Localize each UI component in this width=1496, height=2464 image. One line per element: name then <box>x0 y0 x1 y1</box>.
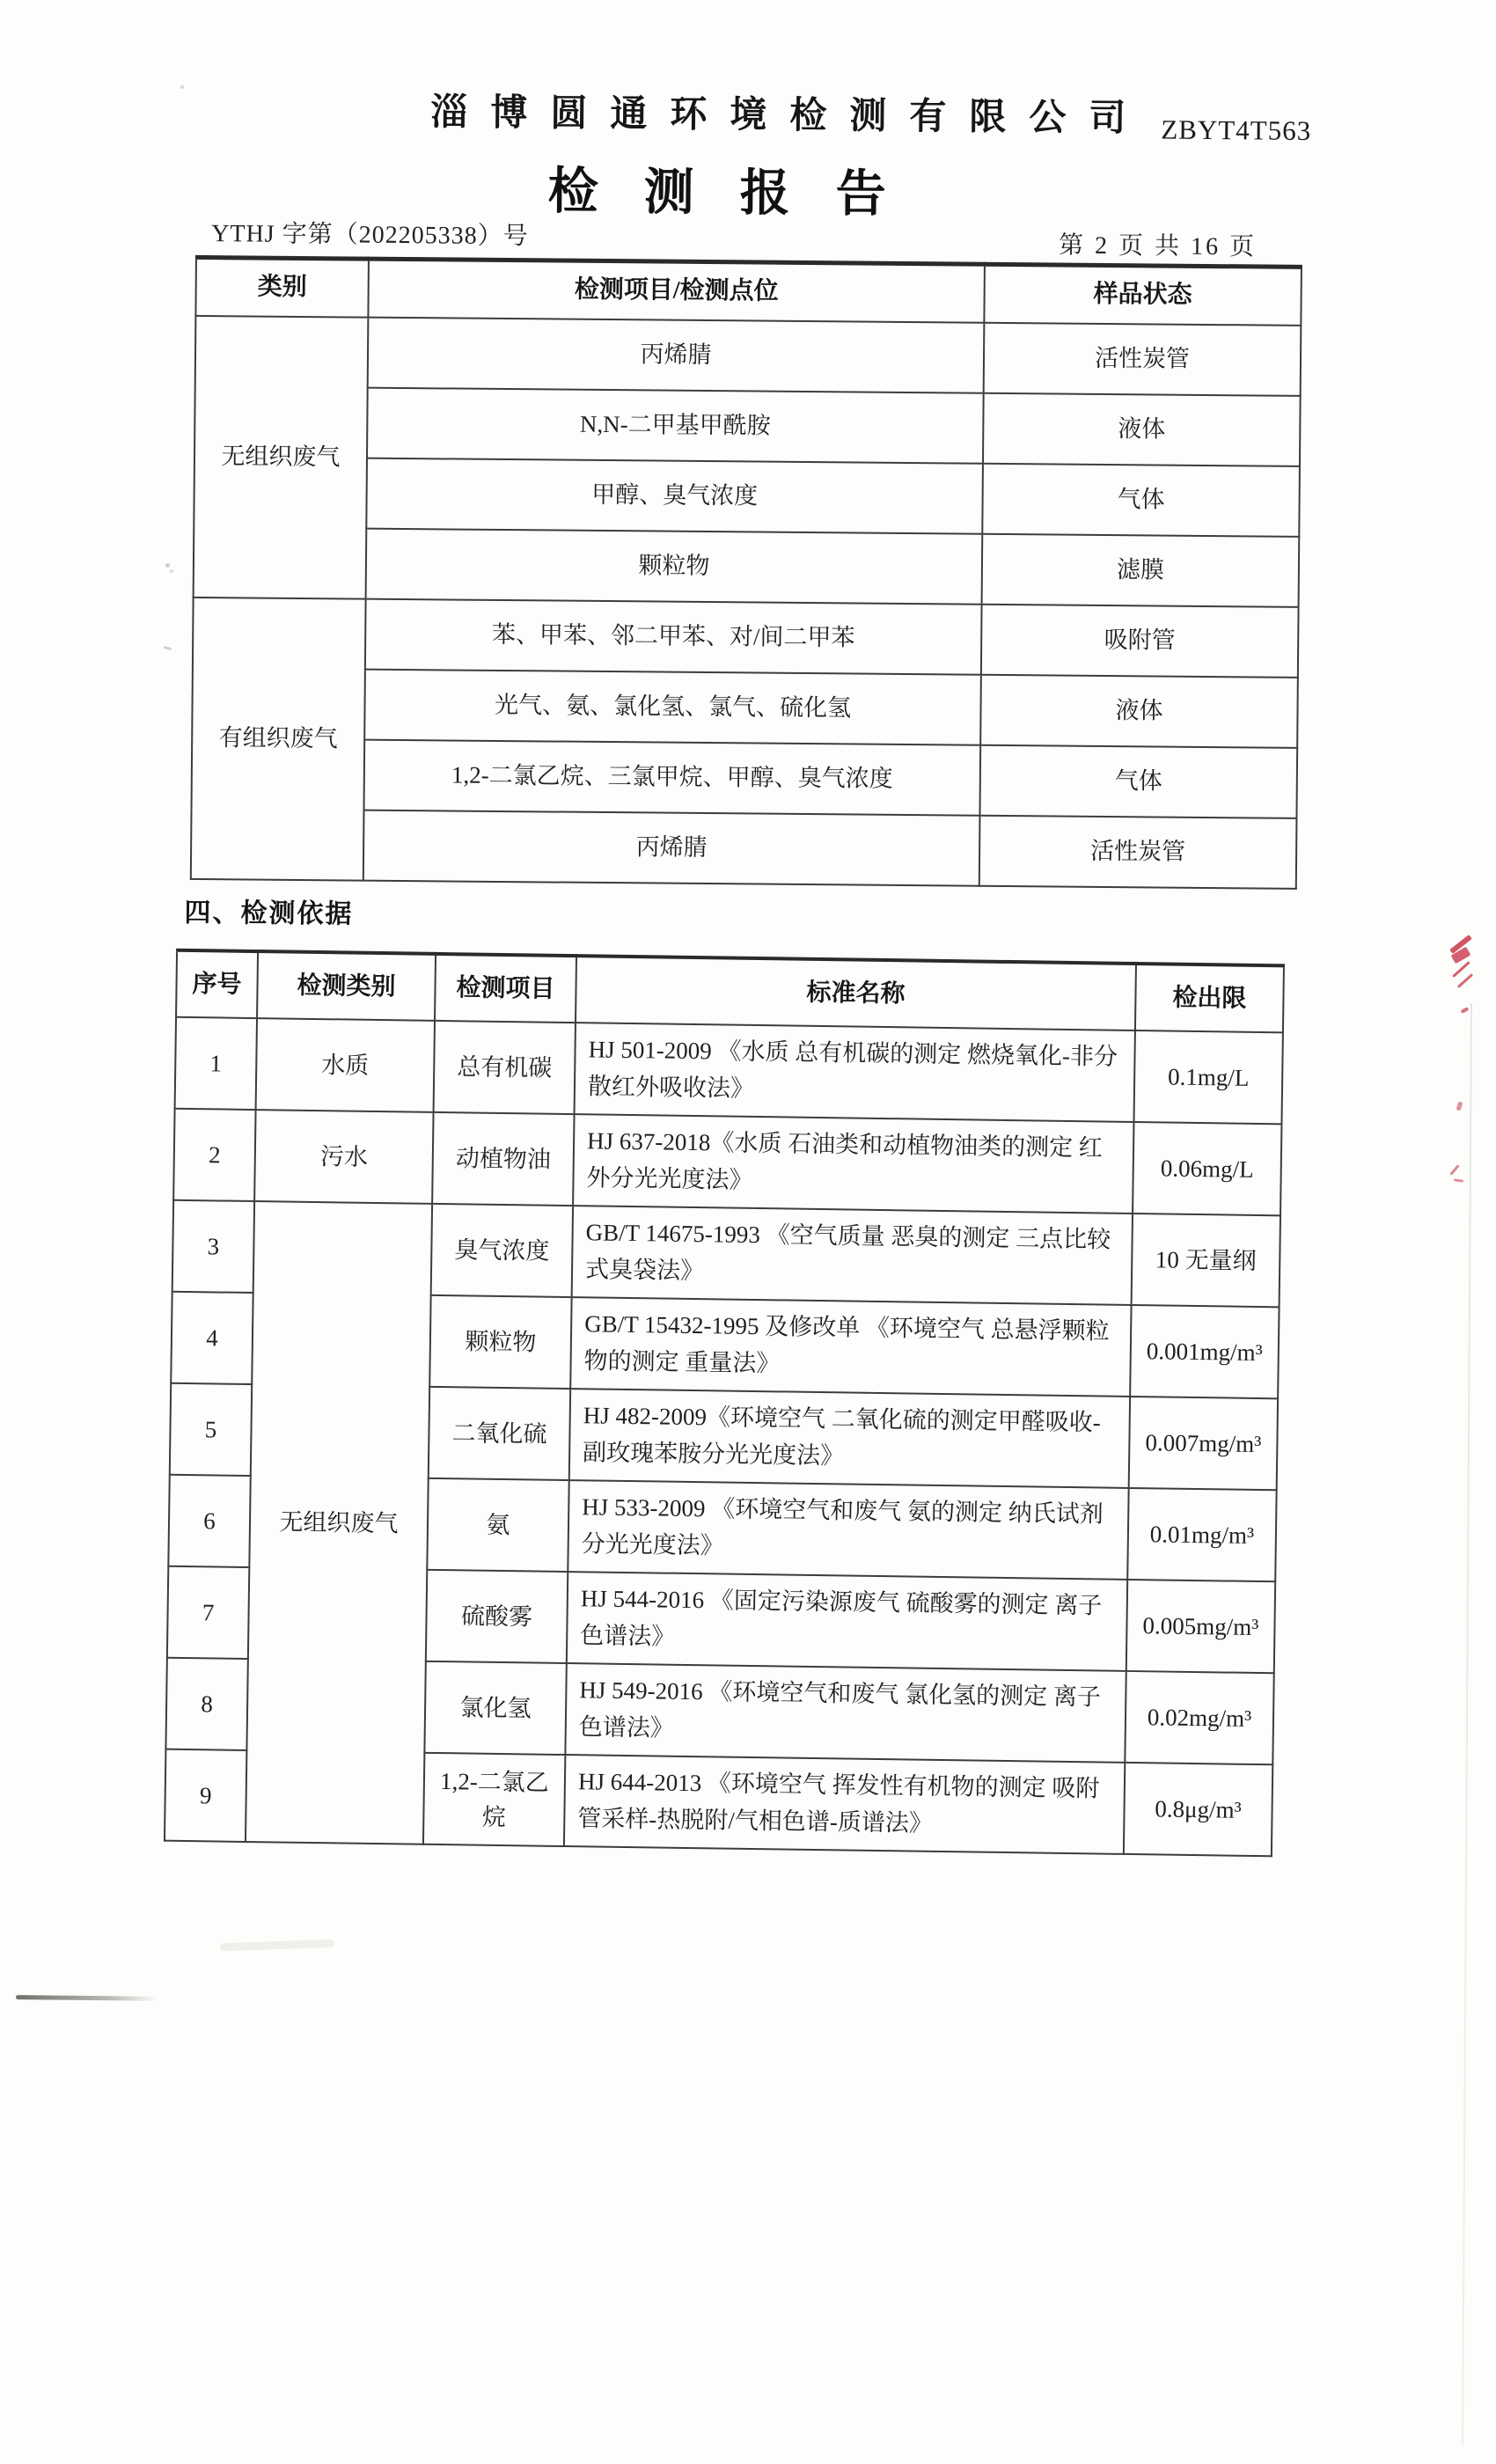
item-cell: 总有机碳 <box>434 1021 576 1114</box>
report-number: YTHJ 字第（202205338）号 <box>211 220 529 251</box>
item-cell: 二氧化硫 <box>429 1387 570 1480</box>
item-cell: 氨 <box>427 1478 568 1572</box>
limit-cell: 0.8μg/m³ <box>1124 1763 1272 1856</box>
no-cell: 3 <box>172 1200 254 1293</box>
state-cell: 滤膜 <box>982 533 1300 606</box>
header-category: 类别 <box>195 257 369 317</box>
standard-cell: GB/T 14675-1993 《空气质量 恶臭的测定 三点比较式臭袋法》 <box>572 1206 1133 1305</box>
no-cell: 6 <box>168 1475 250 1567</box>
standard-cell: HJ 533-2009 《环境空气和废气 氨的测定 纳氏试剂分光光度法》 <box>568 1480 1128 1580</box>
no-cell: 1 <box>175 1017 257 1110</box>
header-category: 检测类别 <box>257 951 436 1021</box>
report-title: 检测报告 <box>547 164 932 224</box>
no-cell: 4 <box>171 1292 253 1384</box>
standard-cell: HJ 482-2009《环境空气 二氧化硫的测定甲醛吸收-副玫瑰苯胺分光光度法》 <box>569 1389 1130 1488</box>
item-cell: 光气、氨、氯化氢、氯气、硫化氢 <box>364 669 981 744</box>
basis-table-wrap <box>164 949 1283 1857</box>
page-indicator: 第 2 页 共 16 页 <box>1058 231 1258 261</box>
category-cell: 无组织废气 <box>246 1201 432 1844</box>
item-cell: 硫酸雾 <box>426 1570 568 1663</box>
item-cell: 动植物油 <box>432 1112 574 1206</box>
header-item: 检测项目/检测点位 <box>368 259 985 322</box>
standard-cell: HJ 644-2013 《环境空气 挥发性有机物的测定 吸附管采样-热脱附/气相色谱-质谱法》 <box>564 1755 1125 1854</box>
state-cell: 气体 <box>979 744 1297 818</box>
limit-cell: 0.007mg/m³ <box>1129 1397 1278 1490</box>
table-row <box>193 597 1299 677</box>
no-cell: 9 <box>165 1749 246 1842</box>
table-header-row <box>195 257 1302 325</box>
sample-status-table <box>190 255 1302 889</box>
state-cell: 气体 <box>982 463 1300 536</box>
state-cell: 活性炭管 <box>979 815 1297 888</box>
table-row <box>195 315 1302 395</box>
test-basis-table <box>164 949 1285 1857</box>
category-cell: 有组织废气 <box>191 597 366 880</box>
standard-cell: HJ 549-2016 《环境空气和废气 氯化氢的测定 离子色谱法》 <box>565 1663 1126 1763</box>
company-name: 淄博圆通环境检测有限公司 <box>430 92 1149 140</box>
item-cell: 氯化氢 <box>424 1661 566 1755</box>
no-cell: 2 <box>173 1109 255 1201</box>
table-row <box>175 1017 1283 1125</box>
table-row <box>173 1109 1281 1216</box>
standard-cell: HJ 501-2009 《水质 总有机碳的测定 燃烧氧化-非分散红外吸收法》 <box>575 1023 1135 1122</box>
state-cell: 活性炭管 <box>984 322 1302 395</box>
section-heading: 四、检测依据 <box>184 898 354 929</box>
header-item: 检测项目 <box>435 954 576 1023</box>
item-cell: 颗粒物 <box>366 528 983 604</box>
lab-code: ZBYT4T563 <box>1161 114 1312 146</box>
header-limit: 检出限 <box>1135 964 1284 1032</box>
standard-cell: HJ 544-2016 《固定污染源废气 硫酸雾的测定 离子色谱法》 <box>567 1572 1127 1671</box>
limit-cell: 0.005mg/m³ <box>1126 1580 1275 1673</box>
item-cell: 苯、甲苯、邻二甲苯、对/间二甲苯 <box>365 598 982 674</box>
item-cell: 甲醇、臭气浓度 <box>366 458 983 533</box>
state-cell: 吸附管 <box>981 604 1299 677</box>
standard-cell: HJ 637-2018《水质 石油类和动植物油类的测定 红外分光光度法》 <box>573 1114 1133 1214</box>
header-no: 序号 <box>176 950 258 1018</box>
item-cell: 1,2-二氯乙烷、三氯甲烷、甲醇、臭气浓度 <box>364 739 981 815</box>
item-cell: 臭气浓度 <box>431 1204 573 1297</box>
category-cell: 污水 <box>254 1110 433 1204</box>
item-cell: 颗粒物 <box>429 1295 571 1389</box>
limit-cell: 0.06mg/L <box>1133 1122 1281 1215</box>
category-cell: 水质 <box>256 1018 435 1112</box>
limit-cell: 0.1mg/L <box>1133 1030 1282 1124</box>
limit-cell: 0.01mg/m³ <box>1127 1488 1276 1581</box>
limit-cell: 0.02mg/m³ <box>1125 1671 1273 1764</box>
item-cell: N,N-二甲基甲酰胺 <box>367 387 984 463</box>
table-row <box>172 1200 1280 1308</box>
item-cell: 丙烯腈 <box>363 810 980 885</box>
state-cell: 液体 <box>980 674 1298 747</box>
header-standard: 标准名称 <box>576 956 1136 1030</box>
state-cell: 液体 <box>983 392 1301 466</box>
item-cell: 1,2-二氯乙烷 <box>423 1753 565 1846</box>
no-cell: 8 <box>165 1658 247 1750</box>
item-cell: 丙烯腈 <box>368 317 985 392</box>
header-state: 样品状态 <box>984 264 1302 325</box>
no-cell: 7 <box>167 1566 249 1659</box>
limit-cell: 10 无量纲 <box>1132 1214 1280 1307</box>
category-cell: 无组织废气 <box>194 315 369 598</box>
standard-cell: GB/T 15432-1995 及修改单 《环境空气 总悬浮颗粒物的测定 重量法》 <box>570 1297 1131 1397</box>
no-cell: 5 <box>170 1383 252 1476</box>
limit-cell: 0.001mg/m³ <box>1130 1305 1279 1398</box>
